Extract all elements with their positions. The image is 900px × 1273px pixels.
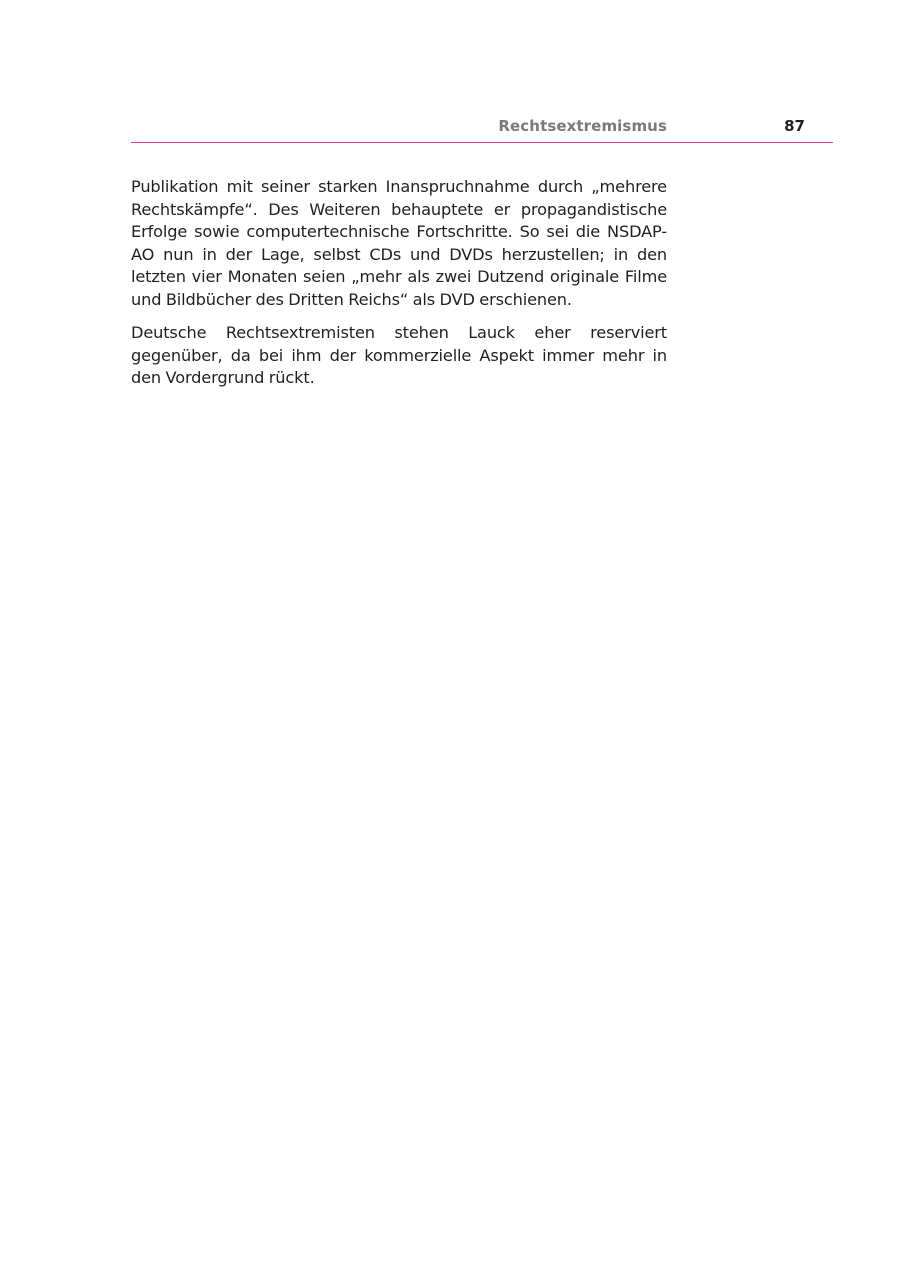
header-title: Rechtsextremismus: [498, 117, 667, 135]
page-number: 87: [784, 117, 805, 135]
running-header: [131, 114, 833, 143]
paragraph-2: Deutsche Rechtsextremisten stehen Lauck eher reserviert gegenüber, da bei ihm der kommerzielle Aspekt immer mehr in den Vordergrund rückt.: [131, 323, 667, 387]
paragraph-1: Publikation mit seiner starken Inanspruchnahme durch „mehrere Rechtskämpfe“. Des Weiteren behauptete er propagandistische Erfolge sowie computertechnische Fortschritte. So sei die NSDAP-AO nun in der Lage, selbst CDs und DVDs herzustellen; in den letzten vier Monaten seien „mehr als zwei Dutzend originale Filme und Bildbücher des Dritten Reichs“ als DVD erschienen.: [131, 177, 667, 309]
body-text: [131, 176, 667, 401]
